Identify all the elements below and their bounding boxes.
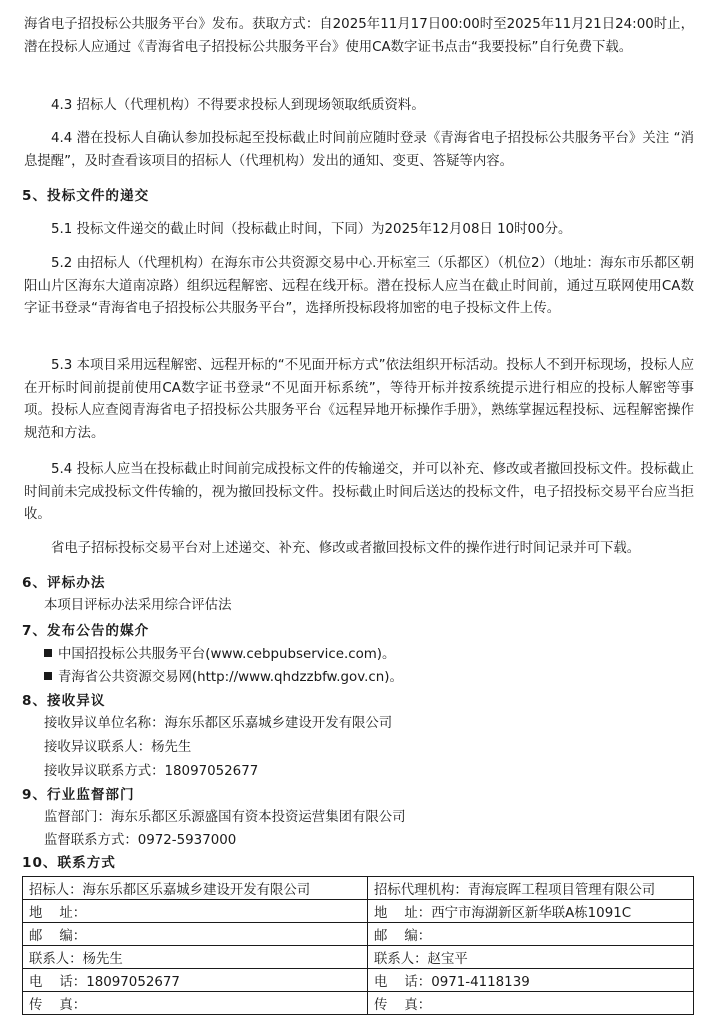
- paragraph-continued: 海省电子招投标公共服务平台》发布。获取方式：自2025年11月17日00:00时至2025年11月21日24:00时止，潜在投标人应通过《青海省电子招投标公共服务平台》使用CA数字证书点击“我要投标”自行免费下载。: [24, 17, 694, 55]
- section-6-heading: 6、评标办法: [22, 575, 106, 591]
- section-10-heading: 10、联系方式: [22, 855, 116, 871]
- tenderer-postcode-cell: 邮 编：: [23, 923, 368, 946]
- agency-address-cell: 地 址：西宁市海湖新区新华联A栋1091C: [368, 900, 694, 923]
- tenderer-contact-cell: 联系人：杨先生: [23, 946, 368, 969]
- section-9-heading: 9、行业监督部门: [22, 787, 135, 803]
- section-7-heading: 7、发布公告的媒介: [22, 623, 150, 639]
- table-row: [23, 992, 694, 1015]
- square-bullet-icon: [44, 672, 52, 680]
- objection-contact: 接收异议联系人：杨先生: [44, 740, 192, 755]
- table-row: [23, 923, 694, 946]
- tenderer-address-cell: 地 址：: [23, 900, 368, 923]
- table-row: [23, 969, 694, 992]
- paragraph-5-1: 5.1 投标文件递交的截止时间（投标截止时间，下同）为2025年12月08日 10时00分。: [51, 222, 572, 237]
- paragraph-5-3: 5.3 本项目采用远程解密、远程开标的“不见面开标方式”依法组织开标活动。投标人不到开标现场，投标人应在开标时间前提前使用CA数字证书登录“不见面开标系统”，等待开标并按系统提示进行相应的投标人解密等事项。投标人应查阅青海省电子招投标公共服务平台《远程异地开标操作手册》，熟练掌握远程投标、远程解密操作规范和方法。: [24, 358, 694, 441]
- paragraph-4-4: 4.4 潜在投标人自确认参加投标起至投标截止时间前应随时登录《青海省电子招投标公共服务平台》关注 “消息提醒”，及时查看该项目的招标人（代理机构）发出的通知、变更、答疑等内容。: [24, 131, 694, 169]
- paragraph-4-3: 4.3 招标人（代理机构）不得要求投标人到现场领取纸质资料。: [51, 98, 425, 113]
- agency-name-cell: 招标代理机构：青海宸晖工程项目管理有限公司: [368, 877, 694, 900]
- table-row: [23, 900, 694, 923]
- contact-table: [22, 876, 694, 1015]
- objection-unit: 接收异议单位名称：海东乐都区乐嘉城乡建设开发有限公司: [44, 716, 393, 731]
- agency-postcode-cell: 邮 编：: [368, 923, 694, 946]
- tenderer-name-cell: 招标人：海东乐都区乐嘉城乡建设开发有限公司: [23, 877, 368, 900]
- agency-contact-cell: 联系人：赵宝平: [368, 946, 694, 969]
- agency-phone-cell: 电 话：0971-4118139: [368, 969, 694, 992]
- tenderer-fax-cell: 传 真：: [23, 992, 368, 1015]
- objection-phone: 接收异议联系方式：18097052677: [44, 764, 259, 779]
- section-8-heading: 8、接收异议: [22, 693, 106, 709]
- table-row: [23, 946, 694, 969]
- agency-fax-cell: 传 真：: [368, 992, 694, 1015]
- paragraph-5-2: 5.2 由招标人（代理机构）在海东市公共资源交易中心.开标室三（乐都区）（机位2）（地址：海东市乐都区朝阳山片区海东大道南凉路）组织远程解密、远程在线开标。潜在投标人应当在截止时间前，通过互联网使用CA数字证书登录“青海省电子招投标公共服务平台”，选择所投标段将加密的电子投标文件上传。: [24, 256, 694, 316]
- tenderer-phone-cell: 电 话：18097052677: [23, 969, 368, 992]
- paragraph-5-4: 5.4 投标人应当在投标截止时间前完成投标文件的传输递交，并可以补充、修改或者撤回投标文件。投标截止时间前未完成投标文件传输的，视为撤回投标文件。投标截止时间后送达的投标文件，电子招投标交易平台应当拒收。: [24, 462, 694, 522]
- media-item-text: 中国招投标公共服务平台(www.cebpubservice.com)。: [58, 647, 396, 662]
- supervision-dept: 监督部门：海东乐都区乐源盛国有资本投资运营集团有限公司: [44, 810, 406, 825]
- section-5-heading: 5、投标文件的递交: [22, 188, 150, 204]
- square-bullet-icon: [44, 649, 52, 657]
- table-row: [23, 877, 694, 900]
- supervision-phone: 监督联系方式：0972-5937000: [44, 833, 237, 848]
- media-item-text: 青海省公共资源交易网(http://www.qhdzzbfw.gov.cn)。: [58, 670, 403, 685]
- media-item: [44, 645, 395, 665]
- evaluation-method-text: 本项目评标办法采用综合评估法: [44, 598, 232, 613]
- media-item: [44, 668, 403, 688]
- paragraph-5-5: 省电子招标投标交易平台对上述递交、补充、修改或者撤回投标文件的操作进行时间记录并可下载。: [51, 541, 641, 556]
